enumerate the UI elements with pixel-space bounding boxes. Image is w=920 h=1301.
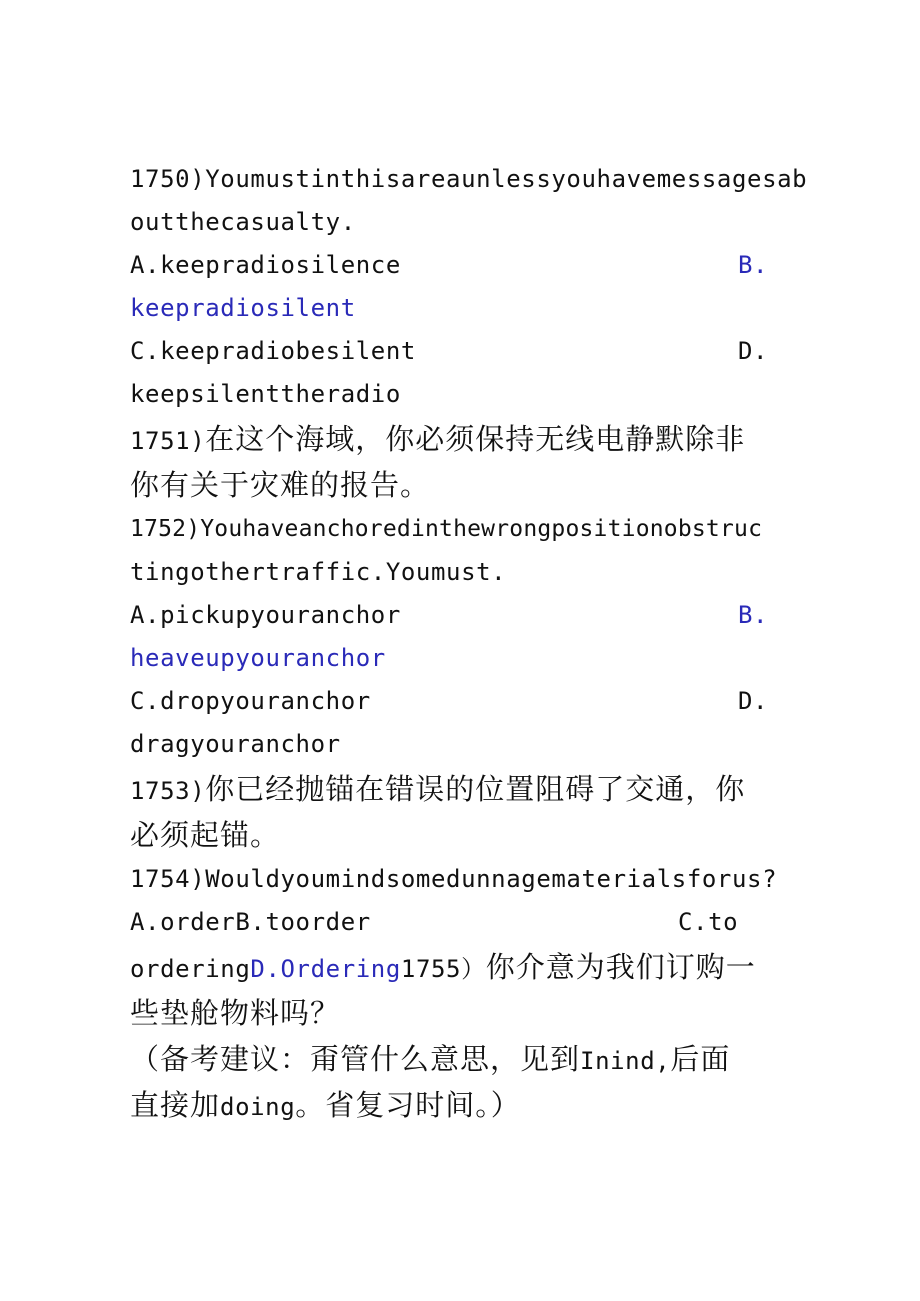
study-tip-text: （备考建议：甭管什么意思，见到: [130, 1042, 581, 1076]
option-a: A.keepradiosilence: [130, 251, 401, 279]
study-tip-line-2: [130, 1082, 792, 1128]
option-c: C.keepradiobesilent: [130, 337, 416, 365]
option-b-label: B.: [738, 601, 769, 629]
question-1754-options-cd: [130, 944, 792, 990]
translation-1755-text: 你介意为我们订购一: [485, 950, 756, 984]
option-b-answer: heaveupyouranchor: [130, 644, 386, 672]
option-d-label: D.: [738, 687, 769, 715]
study-tip-keyword: doing: [220, 1093, 296, 1121]
options-a-b: A.orderB.toorder: [130, 908, 371, 936]
study-tip-text: 。省复习时间。）: [295, 1088, 521, 1122]
question-1752-options-ab: [130, 594, 792, 637]
question-1752-options-cd: [130, 680, 792, 723]
option-c: C.dropyouranchor: [130, 687, 371, 715]
option-c-label: C.to: [678, 908, 739, 936]
study-tip-text: 直接加: [130, 1088, 221, 1122]
option-c-rest: ordering: [130, 955, 251, 983]
option-d: dragyouranchor: [130, 730, 341, 758]
translation-1753-number: 1753): [130, 777, 206, 805]
question-1752-line-2: tingothertraffic.Youmust.: [130, 558, 507, 586]
question-1750-line-2: outthecasualty.: [130, 208, 356, 236]
question-1752-line-1: 1752)Youhaveanchoredinthewrongpositionobstruc: [130, 516, 763, 542]
study-tip-line-1: [130, 1036, 792, 1082]
question-1754-options-ab: [130, 901, 792, 944]
study-tip-keyword: Inind,: [580, 1047, 671, 1075]
translation-1751-number: 1751): [130, 427, 206, 455]
option-b-answer: keepradiosilent: [130, 294, 356, 322]
option-d-answer: D.Ordering: [250, 955, 401, 983]
study-tip-text: 后面: [670, 1042, 731, 1076]
translation-1751-line-2: 你有关于灾难的报告。: [130, 468, 431, 502]
translation-1753-text: 你已经抛锚在错误的位置阻碍了交通，你: [205, 772, 746, 806]
question-1754-line-1: 1754)Wouldyoumindsomedunnagematerialsforus?: [130, 865, 778, 893]
question-1750-line-1: 1750)Youmustinthisareaunlessyouhavemessagesab: [130, 165, 808, 193]
option-b-label: B.: [738, 251, 769, 279]
option-d: keepsilenttheradio: [130, 380, 401, 408]
option-a: A.pickupyouranchor: [130, 601, 401, 629]
translation-1755-number: 1755）: [400, 955, 486, 983]
translation-1755-line-2: 些垫舱物料吗？: [130, 996, 341, 1030]
translation-1751-text: 在这个海域，你必须保持无线电静默除非: [205, 422, 746, 456]
option-d-label: D.: [738, 337, 769, 365]
translation-1751-line-1: [130, 416, 792, 462]
document-page: [130, 158, 808, 1128]
translation-1753-line-1: [130, 766, 792, 812]
question-1750-options-cd: [130, 330, 792, 373]
translation-1753-line-2: 必须起锚。: [130, 818, 281, 852]
question-1750-options-ab: [130, 244, 792, 287]
